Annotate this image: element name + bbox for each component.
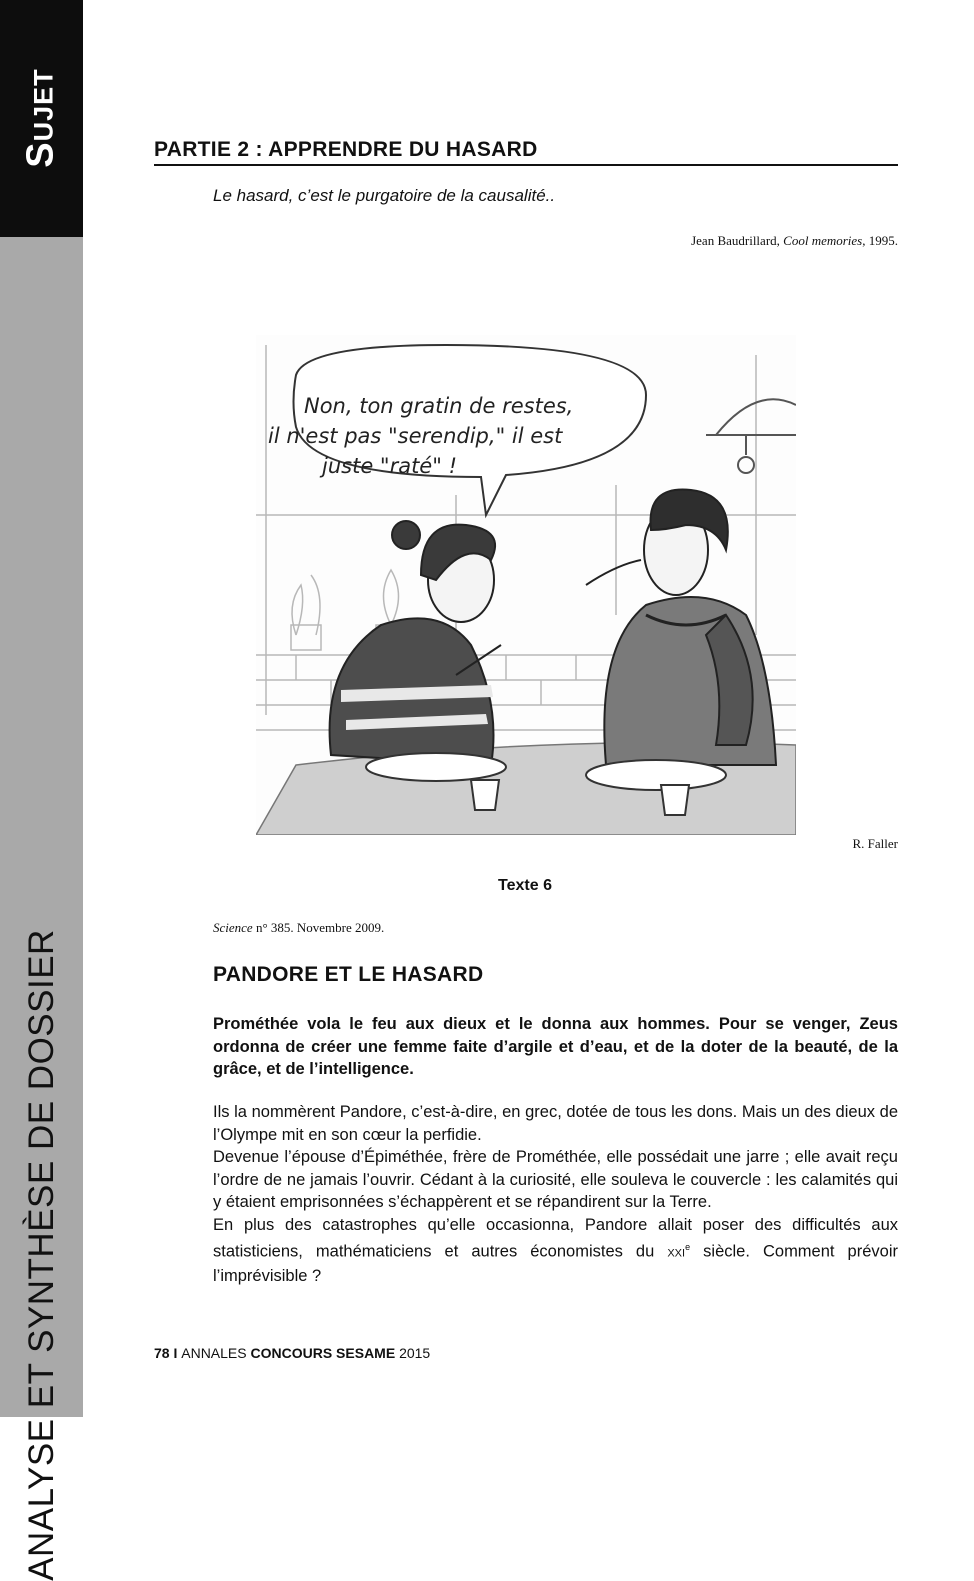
page-number: 78 xyxy=(154,1345,170,1361)
illustration-credit: R. Faller xyxy=(852,836,898,851)
citation-work: Cool memories xyxy=(783,233,863,248)
speech-line-2: il n'est pas "serendip," il est xyxy=(268,424,563,448)
section-title: PARTIE 2 : APPRENDRE DU HASARD xyxy=(154,138,898,166)
sidebar-bottom-label: ANALYSE ET SYNTHÈSE DE DOSSIER xyxy=(22,929,61,1581)
footer-concours: CONCOURS SESAME xyxy=(250,1345,396,1361)
article-body xyxy=(213,1101,898,1288)
speech-line-1: Non, ton gratin de restes, xyxy=(304,394,574,418)
paragraph-3 xyxy=(213,1214,898,1288)
paragraph-2: Devenue l’épouse d’Épiméthée, frère de Prométhée, elle possédait une jarre ; elle avait reçu l’ordre de ne jamais l’ouvrir. Cédant à la curiosité, elle souleva le couvercle : les calamités qui y étaient emprisonnées s’échappèrent et se répandirent sur la Terre. xyxy=(213,1148,898,1211)
sidebar-top-label: Sujet xyxy=(19,68,62,168)
century-suffix: e xyxy=(685,1242,691,1252)
sidebar-bottom-band xyxy=(0,237,83,1581)
paragraph-3-start: En plus des catastrophes qu’elle occasionna, Pandore allait poser des difficultés aux statisticiens, mathématiciens et autres économistes du xyxy=(213,1215,898,1261)
article-lead: Prométhée vola le feu aux dieux et le donna aux hommes. Pour se venger, Zeus ordonna de créer une femme faite d’argile et d’eau, et de la doter de la beauté, de la grâce, et de l’intelligence. xyxy=(213,1015,898,1078)
paragraph-3-end: siècle. Comment prévoir l’imprévisible ? xyxy=(213,1242,898,1285)
sidebar-top-band xyxy=(0,0,83,237)
source-details: n° 385. Novembre 2009. xyxy=(252,920,385,935)
article-title: PANDORE ET LE HASARD xyxy=(213,963,484,986)
footer-year: 2015 xyxy=(395,1345,431,1361)
speech-line-3: juste "raté" ! xyxy=(322,454,457,478)
epigraph-quote: Le hasard, c’est le purgatoire de la causalité.. xyxy=(213,186,556,205)
source-journal: Science xyxy=(213,920,253,935)
page-footer xyxy=(154,1345,430,1361)
century-numeral: XXI xyxy=(667,1247,686,1260)
footer-separator: I xyxy=(169,1345,182,1361)
text-number-label: Texte 6 xyxy=(498,877,552,894)
text-source xyxy=(213,920,384,936)
citation-author: Jean Baudrillard, xyxy=(691,233,780,248)
paragraph-1: Ils la nommèrent Pandore, c’est-à-dire, en grec, dotée de tous les dons. Mais un des dieux de l’Olympe mit en son cœur la perfidie. xyxy=(213,1103,898,1144)
epigraph-citation xyxy=(691,233,898,249)
footer-annales: ANNALES xyxy=(181,1345,251,1361)
cartoon-illustration xyxy=(256,335,796,835)
citation-year: , 1995. xyxy=(862,233,898,248)
